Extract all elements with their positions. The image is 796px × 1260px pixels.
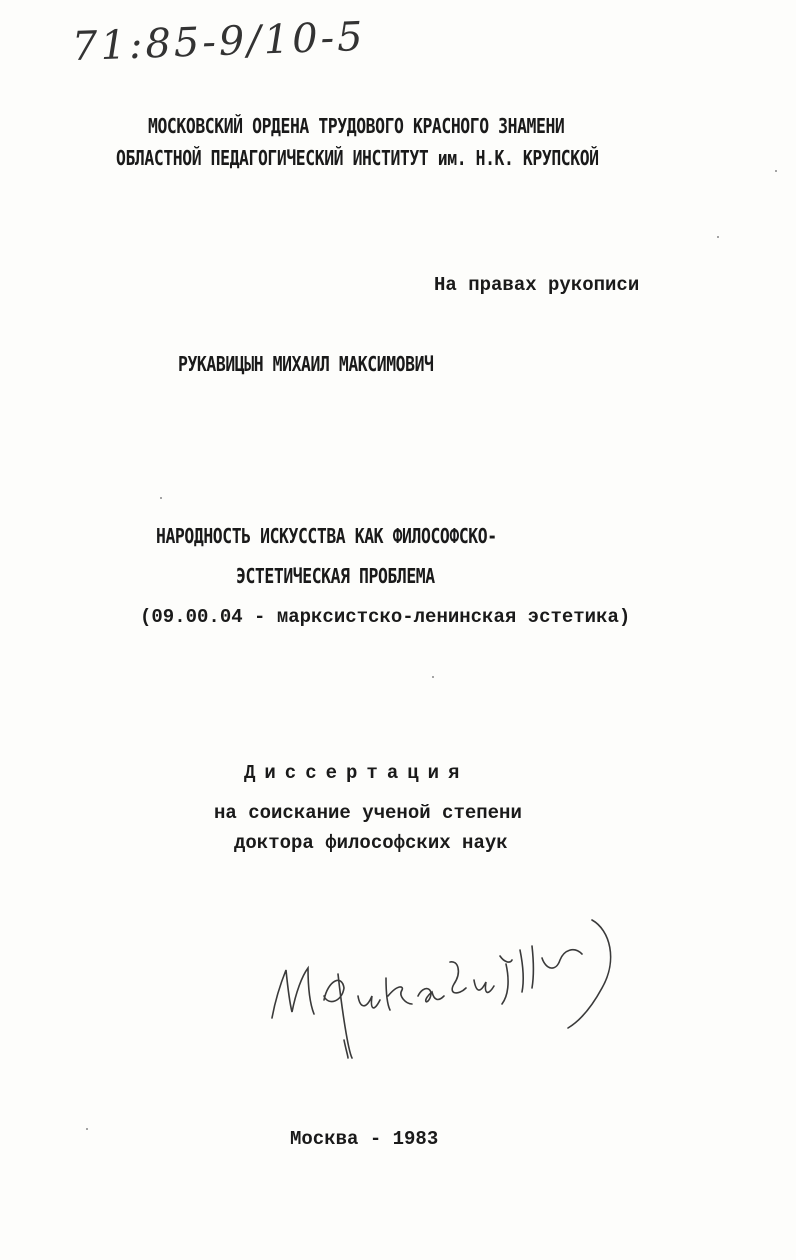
author-signature — [262, 900, 632, 1060]
paper-speck — [432, 676, 434, 678]
paper-speck — [775, 170, 777, 172]
document-type: Диссертация — [244, 762, 469, 784]
author-name: РУКАВИЦЫН МИХАИЛ МАКСИМОВИЧ — [178, 352, 434, 376]
specialty-code: (09.00.04 - марксистско-ленинская эстетика) — [140, 606, 631, 628]
paper-speck — [160, 497, 162, 499]
degree-line-1: на соискание ученой степени — [214, 802, 522, 824]
institution-line-2: ОБЛАСТНОЙ ПЕДАГОГИЧЕСКИЙ ИНСТИТУТ им. Н.К. КРУПСКОЙ — [116, 146, 599, 170]
degree-line-2: доктора философских наук — [234, 832, 508, 854]
place-and-year: Москва - 1983 — [290, 1128, 439, 1150]
archive-code-handwritten: 71:85-9/10-5 — [71, 13, 367, 71]
manuscript-rights-note: На правах рукописи — [434, 274, 640, 296]
institution-line-1: МОСКОВСКИЙ ОРДЕНА ТРУДОВОГО КРАСНОГО ЗНАМЕНИ — [148, 114, 565, 138]
paper-speck — [717, 236, 719, 238]
thesis-title-line-2: ЭСТЕТИЧЕСКАЯ ПРОБЛЕМА — [236, 564, 435, 588]
thesis-title-line-1: НАРОДНОСТЬ ИСКУССТВА КАК ФИЛОСОФСКО- — [156, 524, 497, 548]
paper-speck — [86, 1128, 88, 1130]
